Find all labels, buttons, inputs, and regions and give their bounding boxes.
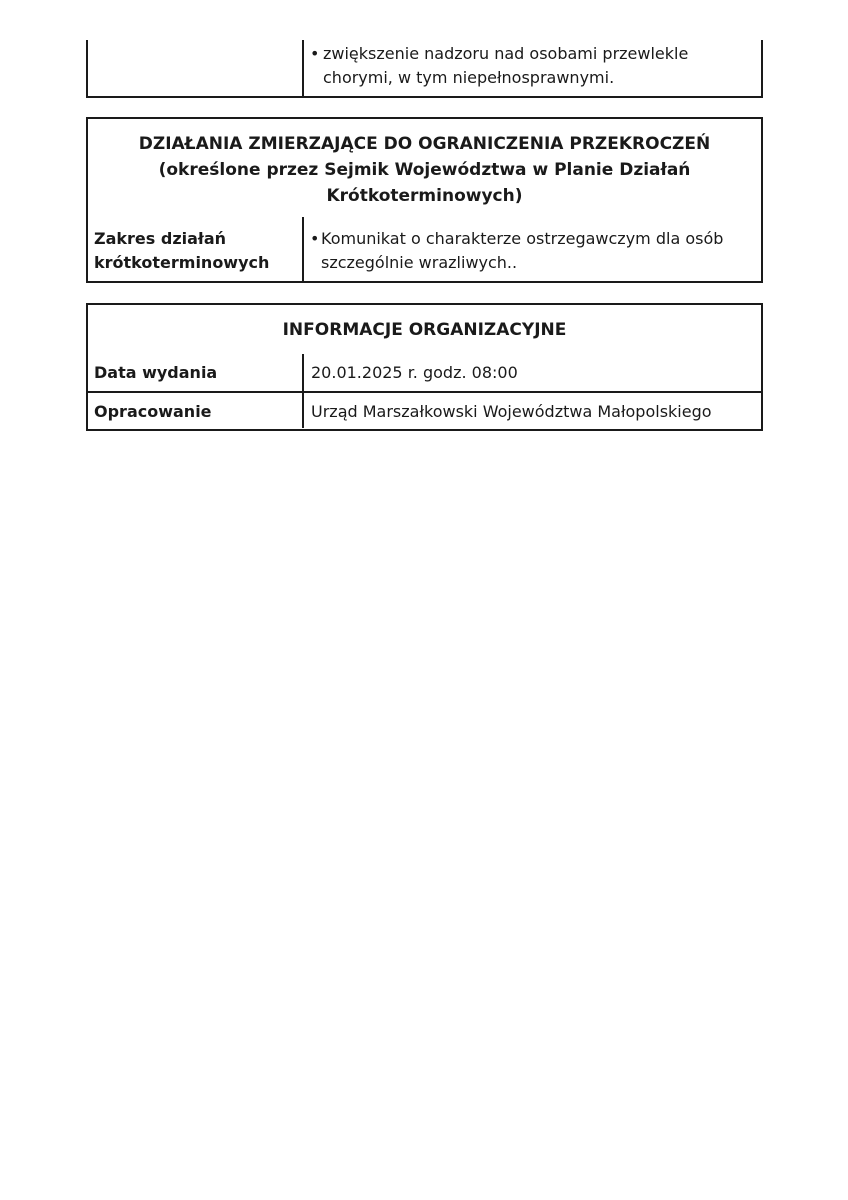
org-info-heading: INFORMACJE ORGANIZACYJNE [282,320,567,340]
row-label: Data wydania [88,354,304,391]
list-item [310,227,755,275]
continued-row-content [304,40,761,96]
continued-row [88,40,761,96]
continued-table [86,40,763,98]
actions-table [86,117,763,283]
row-label: Opracowanie [88,393,304,428]
heading-line-3: Krótkoterminowych) [326,186,523,206]
row-value: 20.01.2025 r. godz. 08:00 [311,363,518,382]
bullet-text: zwiększenie nadzoru nad osobami przewlekle chorymi, w tym niepełnosprawnymi. [323,44,689,87]
heading-line-2: (określone przez Sejmik Województwa w Planie Działań [158,160,691,180]
table-row [88,217,761,281]
bullet-icon: • [310,44,320,63]
heading-line-1: DZIAŁANIA ZMIERZAJĄCE DO OGRANICZENIA PRZEKROCZEŃ [138,134,711,154]
list-item [310,42,755,90]
row-content [304,217,761,281]
bullet-icon: • [310,229,320,248]
table-row [88,354,761,391]
actions-table-heading [88,119,761,217]
row-value: Urząd Marszałkowski Województwa Małopolskiego [311,402,712,421]
table-row [88,391,761,428]
org-info-table [86,303,763,431]
continued-row-label [88,40,304,96]
row-label: Zakres działań krótkoterminowych [88,217,304,281]
bullet-text: Komunikat o charakterze ostrzegawczym dla osób szczególnie wrazliwych.. [321,229,724,272]
